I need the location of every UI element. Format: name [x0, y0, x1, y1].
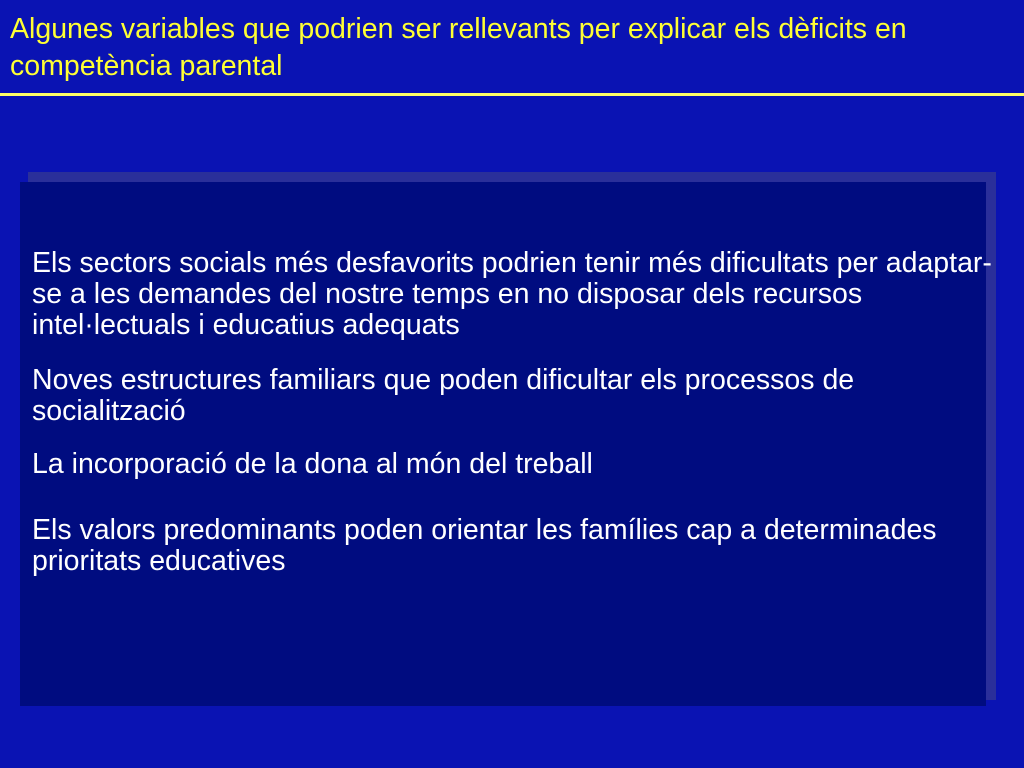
slide-title: Algunes variables que podrien ser rellevants per explicar els dèficits en competència parental: [10, 13, 907, 82]
bullet-item: Els sectors socials més desfavorits podrien tenir més dificultats per adaptar-se a les demandes del nostre temps en no disposar dels recursos intel·lectuals i educatius adequats: [32, 247, 992, 341]
bullet-item: Noves estructures familiars que poden dificultar els processos de socialització: [32, 364, 855, 427]
bullet-item: Els valors predominants poden orientar les famílies cap a determinades prioritats educatives: [32, 514, 937, 577]
title-divider: [0, 93, 1024, 96]
bullet-item: La incorporació de la dona al món del treball: [32, 448, 593, 480]
bullet-list: [32, 248, 1002, 577]
